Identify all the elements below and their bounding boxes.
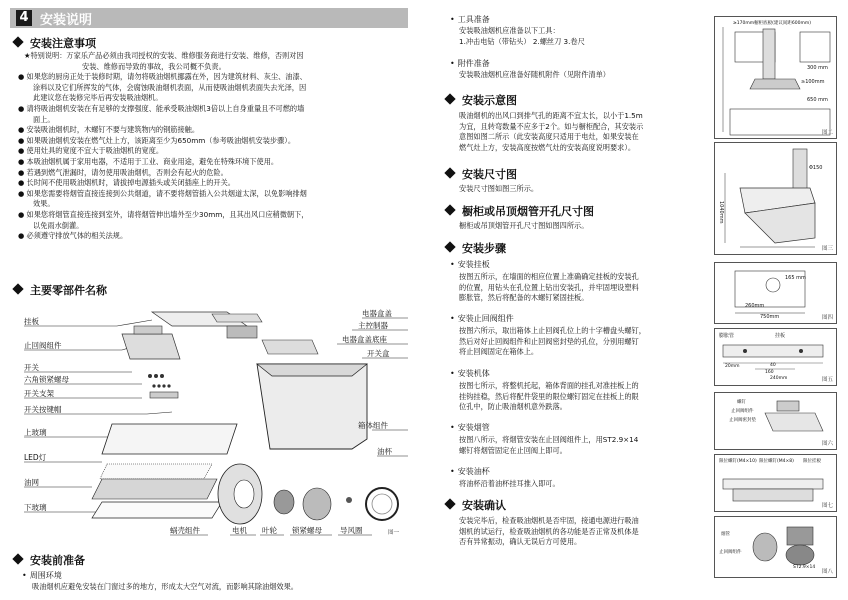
confirm-line: 安装完毕后，检查吸油烟机是否牢固，接通电源进行吸油: [459, 516, 639, 525]
step-title-duct: • 安装烟管: [450, 422, 490, 433]
figure-5-label: 膨胀管: [719, 333, 735, 339]
figure-7-caption: 图七: [821, 503, 833, 509]
figure-7-label: 限位挂板: [803, 459, 821, 464]
note-item: ● 如果您的厨房正处于装修时期，请勿将吸油烟机挪露在外，因为建筑材料、灰尘、油漆、: [18, 72, 307, 82]
step-line: 按图八所示，将烟管安装在止回阀组件上，用ST2.9×14: [459, 435, 639, 444]
schematic-line: 意图如图二所示（此安装高度只适用于电灶，如果安装在: [459, 132, 639, 142]
tools-text: [459, 26, 585, 47]
figure-5-dim: 40: [770, 363, 776, 368]
label-main-controller: 主控制器: [358, 321, 388, 330]
cabinet-line: 橱柜或吊顶烟管开孔尺寸图如图四所示。: [459, 221, 589, 230]
figure-3-dim: Φ150: [809, 165, 823, 171]
figure-6-caption: 图六: [821, 441, 833, 447]
figure-8-label: ST2.9×14: [793, 565, 816, 570]
figure-2-note: ≥170mm橱柜底板(建议间距600mm): [733, 21, 811, 26]
label-hex-nut: 六角锁紧螺母: [24, 375, 69, 384]
step-title-valve: • 安装止回阀组件: [450, 313, 514, 324]
figure-6-label: 止回阀密封垫: [729, 418, 756, 423]
figure-2-dim: 650 mm: [807, 97, 828, 103]
dimension-heading: 安装尺寸图: [446, 166, 517, 182]
step-line: 将止回阀固定在箱体上。: [459, 347, 539, 357]
label-switch-bracket: 开关支架: [24, 389, 54, 398]
cabinet-text: [459, 221, 588, 232]
step-text-cup: [459, 479, 560, 490]
label-motor: 电机: [232, 526, 247, 535]
schematic-line: 吸油烟机的出风口到排气孔的距离不宜太长，以小于1.5m: [459, 111, 643, 120]
note-item: ● 安装吸油烟机时，木螺钉不要与建筑物内的钢筋接触。: [18, 125, 200, 135]
note-item: ● 若遇到燃气泄漏时，请勿使用吸油烟机，否则会有起火的危险。: [18, 167, 228, 177]
parts-diagram: [22, 304, 410, 544]
figure-2-dim: 300 mm: [807, 65, 828, 71]
figure-4-caption: 图四: [821, 315, 833, 321]
special-note-cont: 安装、维修而导致的事故，我公司概不负责。: [82, 61, 226, 71]
note-item: ● 请将吸油烟机安装在有足够的支撑强度、能承受吸油烟机3倍以上自身重量且不可燃的墙: [18, 103, 305, 113]
step-text-body: [459, 381, 639, 413]
schematic-text: [459, 111, 643, 153]
figure-4-dim: 260mm: [745, 303, 765, 309]
confirm-line: 否有异常振动，确认无误后方可使用。: [459, 537, 582, 547]
figure-2-dim: ≥100mm: [801, 79, 825, 85]
figure-8-label: 烟管: [721, 532, 730, 537]
step-title-cup: • 安装油杯: [450, 466, 490, 477]
note-item: 效果。: [33, 199, 55, 209]
tools-line: 安装吸油烟机应准备以下工具：: [459, 26, 560, 35]
step-line: 将油杯沿着油杯挂耳推入即可。: [459, 479, 560, 488]
dimension-line: 安装尺寸图如图三所示。: [459, 184, 539, 193]
step-line: 膨胀管，然后将配备的木螺钉紧固挂板。: [459, 293, 589, 303]
dimension-text: [459, 184, 538, 195]
diamond-bullet-icon: [444, 498, 455, 509]
section-number: 4: [16, 10, 32, 26]
figure-5-dim: 240mm: [770, 376, 788, 381]
figure-4-dim: 750mm: [760, 314, 780, 320]
label-switch: 开关: [24, 363, 39, 372]
accessories-title: • 附件准备: [450, 58, 490, 69]
tools-title: • 工具准备: [450, 14, 490, 25]
diamond-bullet-icon: [444, 167, 455, 178]
notes-heading: 安装注意事项: [14, 35, 96, 51]
note-item: ● 必须遵守排放气体的相关法规。: [18, 231, 128, 241]
step-title-plate: • 安装挂板: [450, 259, 490, 270]
figure-1-caption: 图一: [388, 530, 400, 536]
step-text-valve: [459, 326, 646, 358]
figure-8-label: 止回阀组件: [719, 550, 742, 555]
figure-2-caption: 图二: [821, 130, 833, 136]
label-volute: 蜗壳组件: [170, 526, 200, 535]
note-item: ● 使用灶具的宽度不宜大于吸油烟机的宽度。: [18, 146, 164, 156]
note-item: ● 如果您需要将烟管直接连接到公共烟道，请不要将烟管插入公共烟道太深，以免影响排烟: [18, 188, 307, 198]
step-text-duct: [459, 435, 638, 456]
label-mounting-plate: 挂板: [24, 317, 39, 326]
figure-3: [714, 142, 837, 255]
label-box-cover: 电器盒盖: [362, 309, 392, 318]
label-lock-nut: 锁紧螺母: [292, 526, 322, 535]
diamond-bullet-icon: [12, 553, 23, 564]
step-line: 然后对好止回阀组件和止回阀密封垫的孔位，分别用螺钉: [459, 336, 639, 346]
parts-heading: 主要零部件名称: [14, 282, 107, 298]
label-lower-glass: 下玻璃: [24, 503, 47, 512]
diamond-bullet-icon: [444, 204, 455, 215]
diamond-bullet-icon: [12, 36, 23, 47]
figure-7: [714, 454, 837, 512]
step-line: 按图五所示，在墙面的相应位置上准确确定挂板的安装孔: [459, 272, 639, 281]
tools-line: 1.冲击电钻（带钻头） 2.螺丝刀 3.卷尺: [459, 36, 585, 46]
figure-3-caption: 图三: [821, 246, 833, 252]
figure-8-drawing: [715, 517, 836, 577]
figure-5-dim: 20mm: [725, 364, 740, 369]
label-impeller: 叶轮: [262, 526, 277, 535]
figure-5-label: 挂板: [775, 333, 786, 339]
label-oil-cup: 油杯: [377, 447, 392, 456]
confirm-text: [459, 516, 639, 548]
figure-8-caption: 图八: [821, 569, 833, 575]
step-line: 位孔中，防止吸油烟机意外跌落。: [459, 402, 567, 412]
cabinet-heading: 橱柜或吊顶烟管开孔尺寸图: [446, 203, 594, 219]
figure-8: [714, 516, 837, 578]
step-line: 挂钩挂稳，然后将配件袋里的限位螺钉固定在挂板上的限: [459, 391, 639, 401]
figure-3-dim: 1040mm: [718, 201, 724, 224]
step-text-plate: [459, 272, 639, 304]
figure-5-caption: 图五: [821, 377, 833, 383]
figure-2: [714, 16, 837, 139]
section-header: [10, 8, 408, 28]
label-switch-cap: 开关按键帽: [24, 405, 62, 414]
note-item: 涂料以及它们所挥发的气体，会腐蚀吸油烟机表面，从而使吸油烟机表面失去光泽，因: [33, 82, 307, 92]
notes-block: [18, 51, 410, 242]
note-item: ● 如果吸油烟机安装在燃气灶上方，该距离至少为650mm（参考吸油烟机安装步骤）。: [18, 135, 296, 145]
note-item: ● 如果您将烟管直接连接到室外，请将烟管伸出墙外至少30mm，且其出风口应稍微朝下，: [18, 209, 309, 219]
figure-5-dim: 160: [765, 370, 774, 375]
env-title: • 周围环境: [22, 570, 62, 581]
figure-5: [714, 328, 837, 386]
step-line: 按图七所示，将整机托起，箱体背面的挂孔对准挂板上的: [459, 381, 639, 390]
note-item: 以免雨水倒灌。: [33, 220, 84, 230]
confirm-line: 烟机的试运行，检查吸油烟机的各功能是否正常及机体是: [459, 526, 639, 536]
diamond-bullet-icon: [444, 93, 455, 104]
step-line: 按图六所示，取出箱体上止回阀孔位上的十字槽盘头螺钉，: [459, 326, 646, 335]
label-led: LED灯: [24, 453, 47, 462]
figure-3-drawing: [715, 143, 836, 254]
label-check-valve: 止回阀组件: [24, 341, 62, 350]
diamond-bullet-icon: [12, 283, 23, 294]
label-upper-glass: 上玻璃: [24, 428, 47, 437]
step-line: 的位置，用钻头在孔位置上钻出安装孔，并牢固埋设塑料: [459, 282, 639, 292]
special-note: ★特别说明：万家乐产品必须由我司授权的安装、维修服务商进行安装、维修，否则对因: [24, 51, 304, 60]
accessories-line: 安装吸油烟机应准备好随机附件（见附件清单）: [459, 70, 610, 79]
note-item: 面上。: [33, 114, 55, 124]
accessories-text: [459, 70, 610, 81]
prep-heading: 安装前准备: [14, 552, 85, 568]
figure-7-label: 限位螺钉(M4×8): [759, 459, 794, 464]
schematic-line: 为宜，且转弯数量不应多于2个。如与橱柜配合，其安装示: [459, 121, 644, 131]
label-oil-net: 油网: [24, 478, 39, 487]
env-text: 吸油烟机应避免安装在门窗过多的地方，形成太大空气对流，而影响其除油烟效果。: [32, 582, 298, 591]
step-title-body: • 安装机体: [450, 368, 490, 379]
figure-7-label: 限位螺钉(M4×10): [719, 459, 757, 464]
note-item: ● 本吸油烟机属于家用电器，不适用于工业、商业用途，避免在特殊环境下使用。: [18, 156, 279, 166]
diamond-bullet-icon: [444, 241, 455, 252]
label-box-base: 电器盒盖底座: [342, 335, 387, 344]
figure-4-dim: 165 mm: [785, 275, 806, 281]
figure-6-label: 止回阀组件: [731, 409, 754, 414]
note-item: 此建议您在装修完毕后再安装吸油烟机。: [33, 93, 163, 103]
schematic-heading: 安装示意图: [446, 92, 517, 108]
schematic-line: 燃气灶上方，安装高度按燃气灶的安装高度说明要求）。: [459, 142, 636, 152]
label-body-assembly: 箱体组件: [358, 421, 388, 430]
figure-6: [714, 392, 837, 450]
step-line: 螺钉将烟管固定在止回阀上即可。: [459, 445, 567, 455]
figure-4: [714, 262, 837, 324]
note-item: ● 长时间不使用吸油烟机时，请拔掉电源插头或关闭插座上的开关。: [18, 178, 235, 188]
label-air-ring: 导风圈: [340, 526, 363, 535]
steps-heading: 安装步骤: [446, 240, 506, 256]
figure-2-drawing: [715, 17, 836, 138]
label-switch-box: 开关盒: [367, 349, 390, 358]
figure-6-label: 螺钉: [737, 400, 746, 405]
section-title: 安装说明: [40, 13, 93, 28]
confirm-heading: 安装确认: [446, 497, 506, 513]
